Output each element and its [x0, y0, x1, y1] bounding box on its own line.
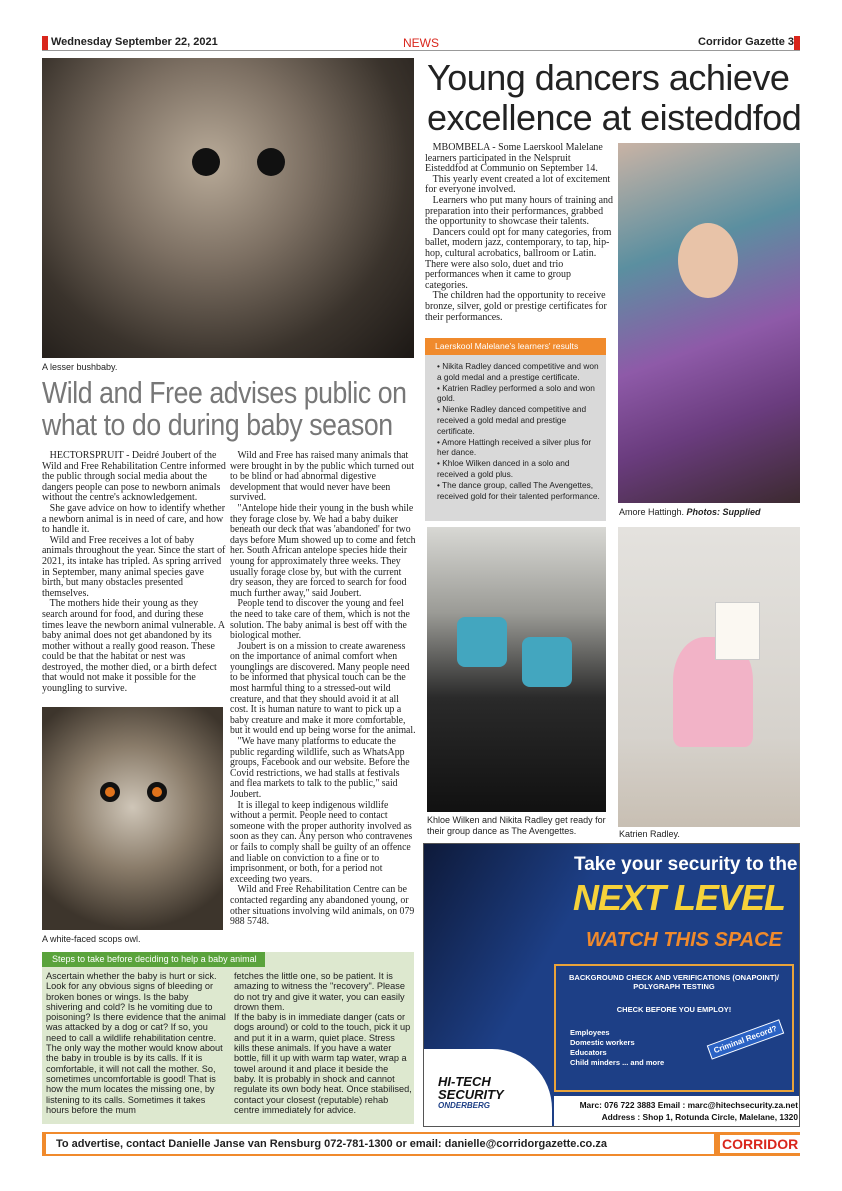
steps-col1: Ascertain whether the baby is hurt or sick. Look for any obvious signs of bleeding or broken bones or wings. Is the baby shivering and cold? Is he vomiting due to poisoning? Is there evidence that the animal was attacked by a dog or cat? If so, you need to call a wildlife rehabilitation centre. The only way the mother would know about the baby in trouble is by its calls. If it is comfortable, it will not call the mother. So, sometimes uncomfortable is good! That is how the mum locates the missing one, by listening to its calls. Sometimes it takes hours before the mum — [46, 971, 226, 1115]
paragraph: If the baby is in immediate danger (cats or dogs around) or cold to the touch, pick it up and put it in a warm, quiet place. Stress kills these animals. If you have a water bottle, fill it up with warm tap water, wrap a towel around it and place it beside the baby. It is probably in shock and cannot regulate its own body heat. Once stabilised, contact your closest (reputable) rehab centre immediately for advice. — [234, 1012, 412, 1115]
ad-service1: BACKGROUND CHECK AND VERIFICATIONS (ONAPOINT)/ — [569, 973, 779, 982]
paragraph: People tend to discover the young and feel the need to take care of them, which is not the solution. The baby animal is best off with the biological mother. — [230, 598, 410, 642]
paragraph: MBOMBELA - Some Laerskool Malelane learners participated in the Nelspruit Eisteddfod at Communio on September 14. — [425, 142, 603, 175]
ad-logo — [424, 1049, 552, 1127]
right-article-body — [425, 143, 615, 323]
bushbaby-photo — [42, 58, 414, 358]
ad-badge: Criminal Record? — [707, 1019, 784, 1059]
result-item: • Katrien Radley performed a solo and won gold. — [437, 382, 595, 404]
ad-list-item: Educators — [570, 1048, 607, 1057]
ad-check: CHECK BEFORE YOU EMPLOY! — [616, 1005, 732, 1014]
paragraph: "Antelope hide their young in the bush while they forage close by. We had a baby duiker beneath our deck that was 'abandoned' for two days before Mum showed up to come and fetch her. South African antelope species hide their young for approximately three weeks. They usually forage close by, but with the current dry season, they are forced to search for food much further away," said Joubert. — [230, 502, 416, 599]
steps-col2 — [234, 971, 412, 1115]
paragraph: It is illegal to keep indigenous wildlife without a permit. People need to contact someone with the proper authority involved as soon as they can. Any person who contravenes or fails to comply shall be guilty of an offence and liable on conviction to a fine or to imprisonment, or both, for a period not exceeding two years. — [230, 799, 413, 885]
bushbaby-caption: A lesser bushbaby. — [42, 362, 118, 372]
ad-line2: NEXT LEVEL — [572, 877, 786, 918]
issue-date: Wednesday September 22, 2021 — [51, 36, 218, 48]
page-label: Corridor Gazette 3 — [698, 36, 794, 48]
ad-address: Address : Shop 1, Rotunda Circle, Malelane, 1320 — [601, 1112, 798, 1122]
ad-line1: Take your security to the — [574, 854, 798, 875]
amore-photo — [618, 143, 800, 503]
ad-list-item: Domestic workers — [570, 1038, 635, 1047]
paragraph: HECTORSPRUIT - Deidré Joubert of the Wild and Free Rehabilitation Centre informed the public through social media about the dangers people can pose to newborn animals without the centre's acknowledgement. — [42, 450, 226, 504]
owl-photo — [42, 707, 223, 930]
ad-line3: WATCH THIS SPACE — [586, 929, 782, 951]
result-item: • Amore Hattingh received a silver plus for her dance. — [437, 436, 592, 458]
paragraph: "We have many platforms to educate the public regarding wildlife, such as WhatsApp groups, Facebook and our website. Before the Covid restrictions, we had stalls at festivals and flea markets to talk to the public," said Joubert. — [230, 736, 410, 800]
hitech-security-ad[interactable] — [423, 843, 800, 1127]
result-item: • Khloe Wilken danced in a solo and received a gold plus. — [437, 458, 570, 479]
paragraph: fetches the little one, so be patient. It is amazing to witness the "recovery". Please do not try and give it water, you can easily drown them. — [234, 971, 405, 1012]
khloe-caption: Khloe Wilken and Nikita Radley get ready for their group dance as The Avengettes. — [427, 815, 606, 836]
caption-text: Amore Hattingh. — [619, 507, 685, 517]
logo-text: HI-TECH — [438, 1074, 491, 1089]
paragraph: Dancers could opt for many categories, from ballet, modern jazz, contemporary, to tap, hip-hop, cultural acrobatics, ballroom or Latin. There were also solo, duet and trio performances when it came to group categories. — [425, 226, 612, 291]
steps-box — [42, 952, 414, 1124]
amore-caption — [619, 507, 761, 517]
result-item: • Nikita Radley danced competitive and won a gold medal and a prestige certificate. — [437, 361, 599, 382]
khloe-nikita-photo — [427, 527, 606, 812]
results-box-title: Laerskool Malelane's learners' results — [425, 338, 606, 355]
results-box — [425, 338, 606, 521]
paragraph: This yearly event created a lot of excitement for everyone involved. — [425, 173, 611, 196]
results-list — [425, 355, 606, 501]
ad-list-item: Employees — [570, 1028, 610, 1037]
paragraph: Wild and Free has raised many animals that were brought in by the public which turned out to be blind or had abnormal digestive development that would never have been survived. — [230, 450, 414, 504]
section-label: NEWS — [403, 36, 439, 50]
header-accent — [794, 36, 800, 51]
katrien-photo — [618, 527, 800, 827]
paragraph: The mothers hide their young as they search around for food, and during these times leave the newborn animal vulnerable. A baby animal does not get abandoned by its mother without a really good reason. These could be that the habitat or nest was destroyed, the mother died, or a birth defect that would not make it possible for the youngling to survive. — [42, 598, 225, 695]
paragraph: The children had the opportunity to receive bronze, silver, gold or prestige certificates for their performances. — [425, 290, 607, 323]
paragraph: Wild and Free Rehabilitation Centre can be contacted regarding any abandoned young, or other situations involving wild animals, on 079 988 5748. — [230, 884, 415, 928]
paragraph: Wild and Free receives a lot of baby animals throughout the year. Since the start of 2021, its intake has tripled. As spring arrived in September, many animal species gave birth, but many obstacles presented themselves. — [42, 534, 226, 599]
steps-box-title: Steps to take before deciding to help a baby animal — [42, 952, 265, 967]
paragraph: Joubert is on a mission to create awareness on the importance of animal comfort when younglings are discovered. Many people need to be informed that physical touch can be the most harmful thing to a stressed-out wild creature, and that they should avoid it at all cost. It is human nature to want to pick up a baby creature and make it more comfortable, but it would end up being worse for the animal. — [230, 640, 416, 737]
corridor-logo: CORRIDOR — [722, 1136, 799, 1152]
owl-caption: A white-faced scops owl. — [42, 934, 141, 944]
left-headline: Wild and Free advises public on what to do during baby season — [42, 375, 407, 442]
right-headline: Young dancers achieve excellence at eisteddfod — [427, 57, 802, 138]
ad-services-panel — [554, 964, 794, 1092]
katrien-caption: Katrien Radley. — [619, 829, 680, 839]
header-rule — [42, 50, 800, 51]
left-article-col2 — [230, 451, 416, 928]
header-accent — [42, 36, 48, 51]
result-item: • Nienke Radley danced competitive and received a gold medal and prestige certificate. — [437, 404, 587, 436]
ad-service2: POLYGRAPH TESTING — [633, 982, 715, 991]
ad-list-item: Child minders ... and more — [570, 1058, 665, 1067]
logo-text: SECURITY — [438, 1087, 504, 1102]
footer-bar — [42, 1132, 800, 1156]
logo-text: ONDERBERG — [438, 1101, 491, 1110]
paragraph: She gave advice on how to identify whether a newborn animal is in need of care, and how to handle it. — [42, 502, 226, 536]
result-item: • The dance group, called The Avengettes, received gold for their talented performance. — [437, 479, 600, 501]
left-article-col1 — [42, 451, 226, 695]
ad-contact: Marc: 076 722 3883 Email : marc@hitechsecurity.za.net — [579, 1100, 798, 1110]
footer-advertise-text: To advertise, contact Danielle Janse van Rensburg 072-781-1300 or email: danielle@corridorgazette.co.za — [46, 1134, 714, 1154]
paragraph: Learners who put many hours of training and preparation into their performances, grabbed the opportunity to showcase their talents. — [425, 194, 614, 228]
photo-credit: Photos: Supplied — [686, 507, 761, 517]
